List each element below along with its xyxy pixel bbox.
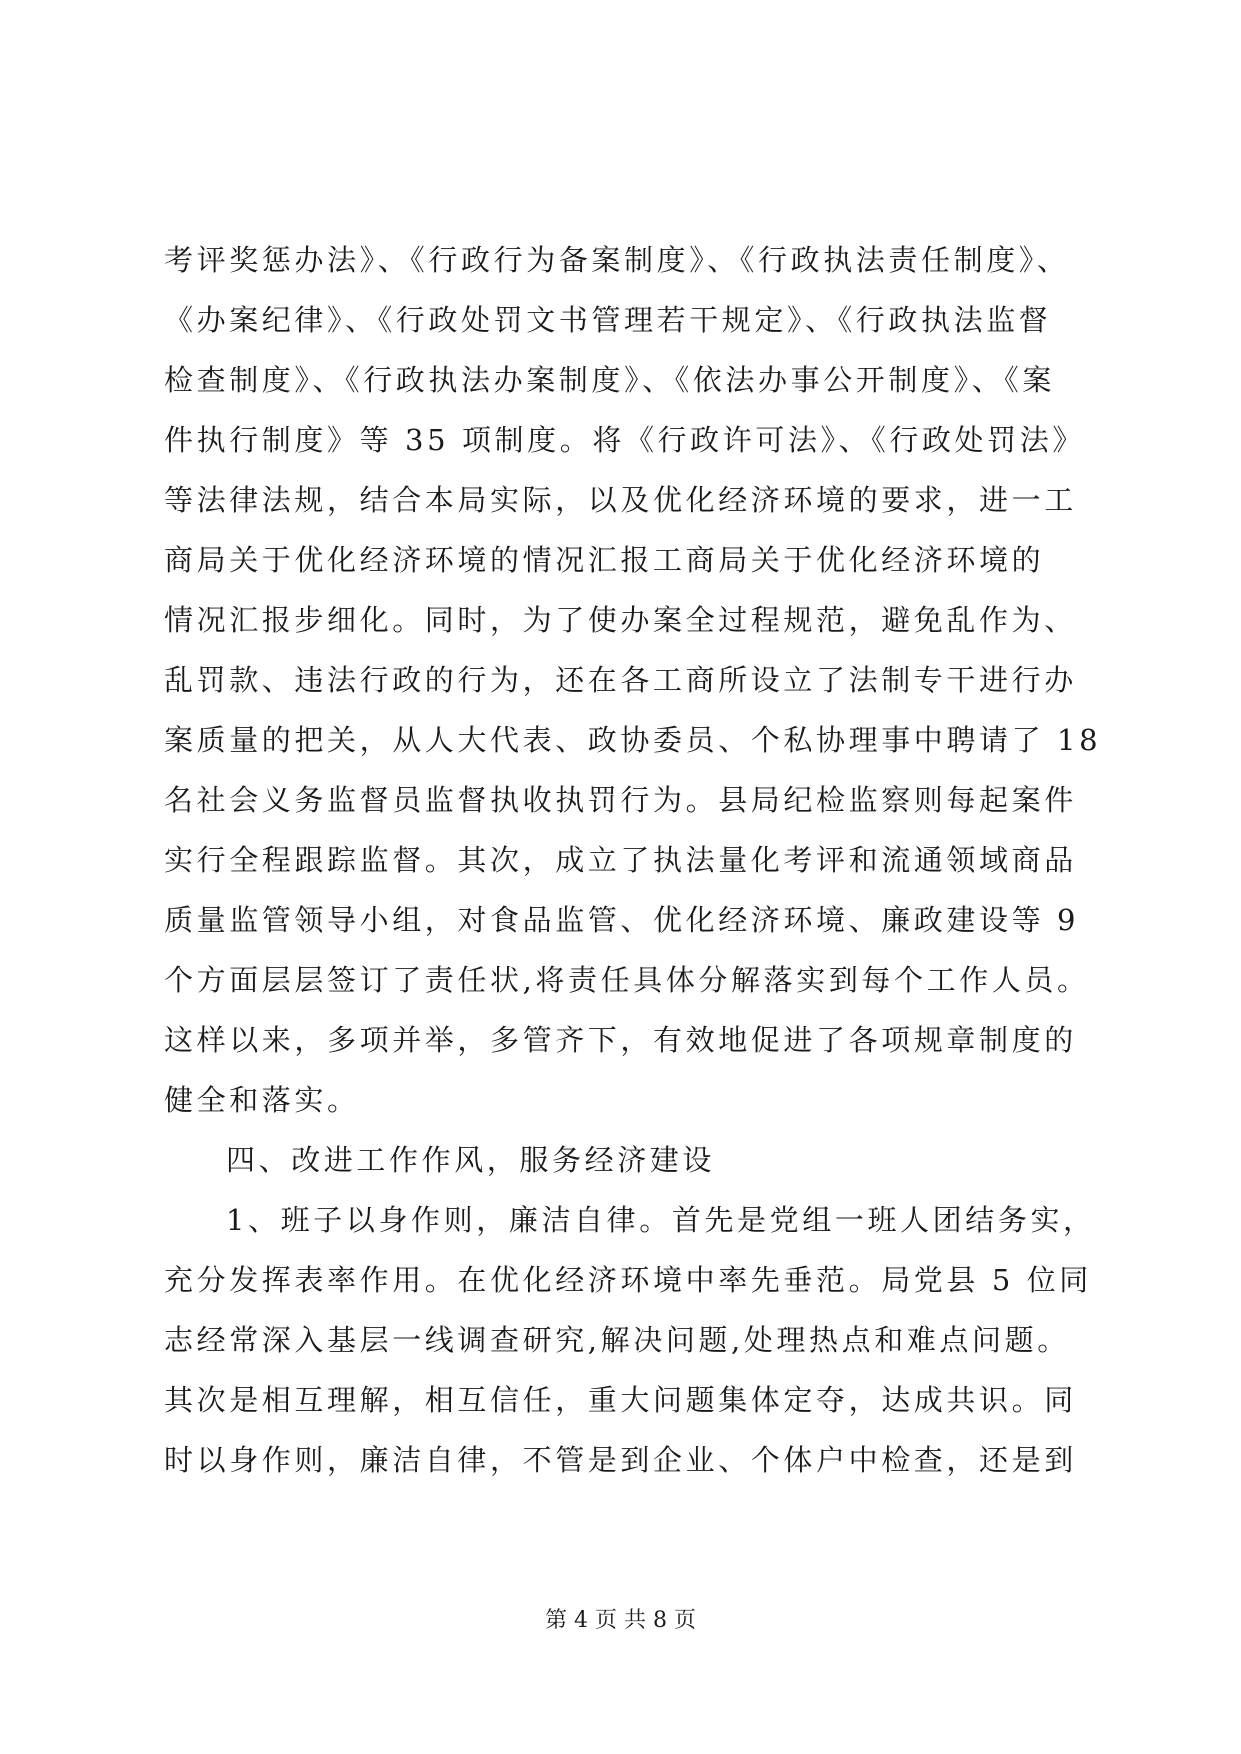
text-line: 名社会义务监督员监督执收执罚行为。县局纪检监察则每起案件 [164, 783, 1077, 817]
text-line: 检查制度》、《行政执法办案制度》、《依法办事公开制度》、《案 [164, 363, 1056, 397]
text-line: 乱罚款、违法行政的行为，还在各工商所设立了法制专干进行办 [164, 663, 1077, 697]
page-footer: 第 4 页 共 8 页 [545, 1608, 696, 1633]
text-line: 件执行制度》等 35 项制度。将《行政许可法》、《行政处罚法》 [164, 423, 1085, 457]
text-line: 考评奖惩办法》、《行政行为备案制度》、《行政执法责任制度》、 [164, 243, 1070, 277]
text-line: 质量监管领导小组，对食品监管、优化经济环境、廉政建设等 9 [164, 903, 1080, 937]
text-line: 充分发挥表率作用。在优化经济环境中率先垂范。局党县 5 位同 [164, 1263, 1092, 1297]
text-line: 1、班子以身作则，廉洁自律。首先是党组一班人团结务实， [226, 1203, 1096, 1237]
text-line: 情况汇报步细化。同时，为了使办案全过程规范，避免乱作为、 [164, 603, 1077, 637]
text-line: 健全和落实。 [164, 1083, 360, 1117]
text-line: 这样以来，多项并举，多管齐下，有效地促进了各项规章制度的 [164, 1023, 1077, 1057]
text-line: 商局关于优化经济环境的情况汇报工商局关于优化经济环境的 [164, 543, 1045, 577]
document-body [164, 230, 1102, 1490]
text-line: 时以身作则，廉洁自律，不管是到企业、个体户中检查，还是到 [164, 1443, 1077, 1477]
text-line: 志经常深入基层一线调查研究,解决问题,处理热点和难点问题。 [164, 1323, 1070, 1357]
text-line: 《办案纪律》、《行政处罚文书管理若干规定》、《行政执法监督 [164, 303, 1052, 337]
section-heading: 四、改进工作作风，服务经济建设 [226, 1143, 716, 1177]
text-line: 案质量的把关，从人大代表、政协委员、个私协理事中聘请了 18 [164, 723, 1102, 757]
text-line: 等法律法规，结合本局实际，以及优化经济环境的要求，进一工 [164, 483, 1077, 517]
text-line: 个方面层层签订了责任状,将责任具体分解落实到每个工作人员。 [164, 963, 1090, 997]
text-line: 其次是相互理解，相互信任，重大问题集体定夺，达成共识。同 [164, 1383, 1077, 1417]
text-line: 实行全程跟踪监督。其次，成立了执法量化考评和流通领域商品 [164, 843, 1077, 877]
